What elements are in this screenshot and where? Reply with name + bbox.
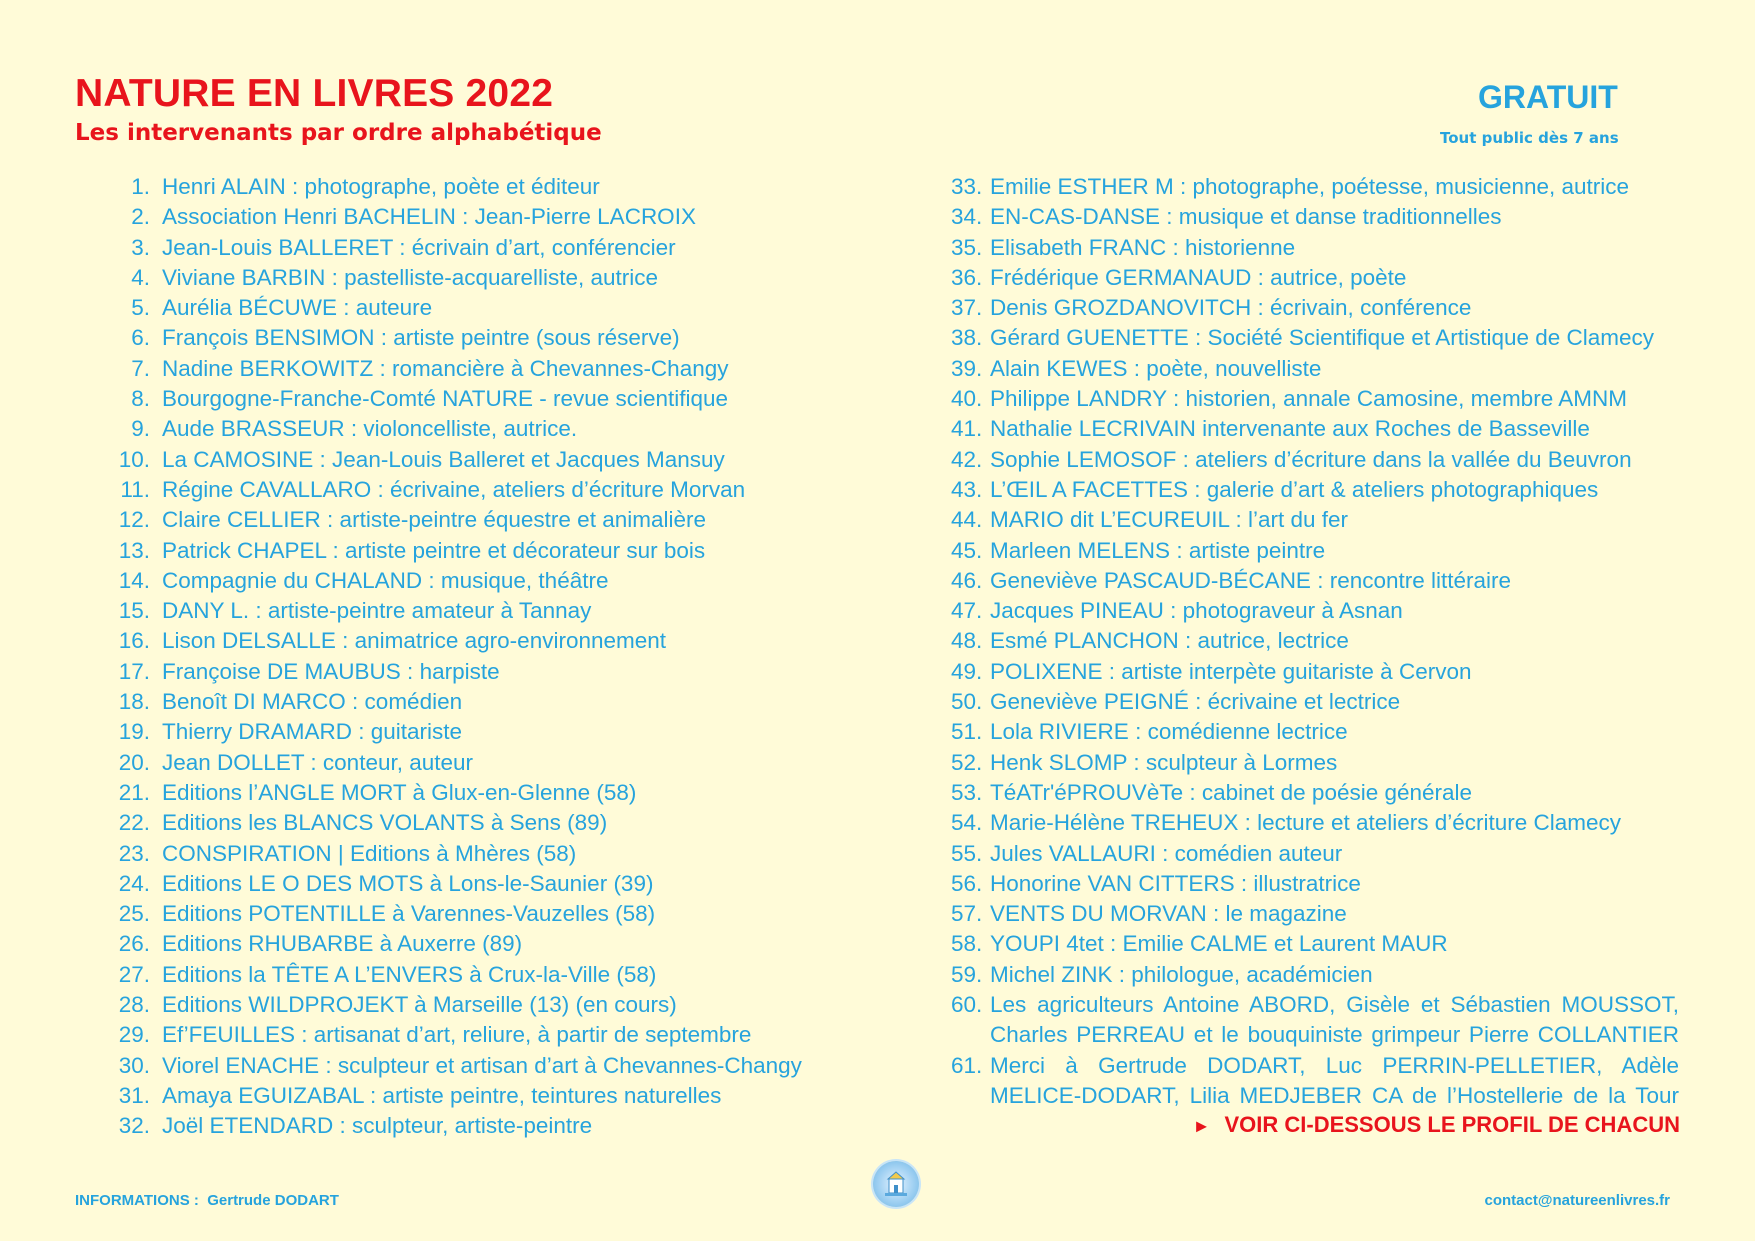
- speaker-list-item: [951, 929, 1679, 959]
- speaker-list-item: [112, 475, 832, 505]
- speaker-list-item: [112, 445, 832, 475]
- list-item-text: Editions WILDPROJEKT à Marseille (13) (en cours): [162, 992, 677, 1018]
- list-item-number: 24.: [118, 870, 150, 896]
- speaker-list-item: [112, 536, 832, 566]
- list-item-number: 39.: [951, 355, 983, 381]
- speaker-list-item: [951, 626, 1679, 656]
- speaker-list-item: [951, 172, 1679, 202]
- speaker-list-item: [951, 354, 1679, 384]
- list-item-number: 38.: [951, 325, 983, 351]
- list-item-text: Joël ETENDARD : sculpteur, artiste-peintre: [162, 1113, 593, 1139]
- list-item-number: 47.: [951, 598, 983, 624]
- list-item-number: 49.: [951, 658, 983, 684]
- speaker-list-item: [951, 687, 1679, 717]
- speaker-list-item: [951, 233, 1679, 263]
- list-item-text: Frédérique GERMANAUD : autrice, poète: [990, 264, 1407, 290]
- list-item-text: Geneviève PEIGNÉ : écrivaine et lectrice: [990, 689, 1401, 715]
- speaker-list-item: [951, 1051, 1679, 1112]
- speaker-list-item: [951, 323, 1679, 353]
- list-item-text: Compagnie du CHALAND : musique, théâtre: [162, 567, 609, 593]
- list-item-number: 30.: [118, 1052, 150, 1078]
- list-item-number: 25.: [118, 901, 150, 927]
- list-item-number: 53.: [951, 779, 983, 805]
- list-item-text: Benoît DI MARCO : comédien: [162, 689, 463, 715]
- list-item-text: La CAMOSINE : Jean-Louis Balleret et Jacques Mansuy: [162, 446, 725, 472]
- list-item-number: 13.: [118, 537, 150, 563]
- list-item-text: Gérard GUENETTE : Société Scientifique et Artistique de Clamecy: [990, 325, 1655, 351]
- list-item-text: Viorel ENACHE : sculpteur et artisan d’art à Chevannes-Changy: [162, 1052, 802, 1078]
- list-item-text: Nadine BERKOWITZ : romancière à Chevannes-Changy: [162, 355, 729, 381]
- list-item-text: Honorine VAN CITTERS : illustratrice: [990, 870, 1361, 896]
- list-item-number: 21.: [118, 779, 150, 805]
- list-item-text: Nathalie LECRIVAIN intervenante aux Roches de Basseville: [990, 416, 1590, 442]
- list-item-text: Marie-Hélène TREHEUX : lecture et ateliers d’écriture Clamecy: [990, 810, 1622, 836]
- list-item-number: 54.: [951, 810, 983, 836]
- see-profiles-link[interactable]: [1193, 1114, 1680, 1136]
- info-name: Gertrude DODART: [207, 1192, 339, 1209]
- list-item-number: 1.: [131, 174, 150, 199]
- list-item-text: Thierry DRAMARD : guitariste: [162, 719, 463, 745]
- speaker-list-item: [951, 899, 1679, 929]
- list-item-text: Françoise DE MAUBUS : harpiste: [162, 658, 500, 684]
- list-item-number: 56.: [951, 870, 983, 896]
- speaker-list-item: [112, 384, 832, 414]
- speaker-list-item: [112, 929, 832, 959]
- list-item-number: 48.: [951, 628, 983, 654]
- list-item-number: 27.: [118, 961, 150, 987]
- speaker-list-item: [951, 869, 1679, 899]
- speaker-list-item: [951, 536, 1679, 566]
- speaker-list-item: [112, 626, 832, 656]
- list-item-number: 20.: [118, 749, 150, 775]
- speaker-list-item: [951, 778, 1679, 808]
- list-item-text: Editions la TÊTE A L’ENVERS à Crux-la-Ville (58): [162, 961, 657, 987]
- list-item-text: Aurélia BÉCUWE : auteure: [162, 295, 433, 321]
- list-item-text: Elisabeth FRANC : historienne: [990, 234, 1296, 260]
- info-label: INFORMATIONS :: [75, 1192, 199, 1209]
- list-item-number: 10.: [118, 446, 150, 472]
- list-item-number: 9.: [131, 416, 150, 442]
- speaker-list-item: [951, 657, 1679, 687]
- speaker-list-item: [112, 233, 832, 263]
- speaker-list-item: [951, 505, 1679, 535]
- speaker-list-item: [951, 202, 1679, 232]
- speaker-list-item: [951, 475, 1679, 505]
- speaker-list-item: [112, 566, 832, 596]
- list-item-number: 60.: [951, 992, 983, 1018]
- list-item-text: Editions RHUBARBE à Auxerre (89): [162, 931, 523, 957]
- list-item-text: François BENSIMON : artiste peintre (sous réserve): [162, 325, 680, 351]
- list-item-number: 35.: [951, 234, 983, 260]
- list-item-number: 19.: [118, 719, 150, 745]
- speaker-list-item: [112, 899, 832, 929]
- list-item-number: 6.: [131, 325, 150, 351]
- speaker-list-item: [112, 1020, 832, 1050]
- speaker-list-item: [951, 717, 1679, 747]
- list-item-number: 26.: [118, 931, 150, 957]
- list-item-text: Geneviève PASCAUD-BÉCANE : rencontre littéraire: [990, 567, 1512, 593]
- list-item-number: 40.: [951, 386, 983, 412]
- speaker-list-item: [951, 445, 1679, 475]
- speaker-list-item: [951, 293, 1679, 323]
- list-item-number: 50.: [951, 689, 983, 715]
- speaker-list-item: [951, 566, 1679, 596]
- speaker-list-item: [112, 869, 832, 899]
- list-item-number: 23.: [118, 840, 150, 866]
- list-item-text: Association Henri BACHELIN : Jean-Pierre LACROIX: [162, 204, 696, 230]
- speaker-list-item: [951, 596, 1679, 626]
- list-item-text: YOUPI 4tet : Emilie CALME et Laurent MAUR: [990, 931, 1448, 957]
- speaker-list-item: [112, 748, 832, 778]
- list-item-number: 17.: [118, 658, 150, 684]
- list-item-text: Les agriculteurs Antoine ABORD, Gisèle et Sébastien MOUSSOT, Charles PERREAU et le bouquiniste grimpeur Pierre COLLANTIER: [990, 992, 1679, 1048]
- speaker-list-item: [951, 839, 1679, 869]
- list-item-number: 34.: [951, 204, 983, 230]
- speaker-list-item: [112, 414, 832, 444]
- list-item-text: Alain KEWES : poète, nouvelliste: [990, 355, 1322, 381]
- speaker-list-item: [112, 263, 832, 293]
- list-item-text: Claire CELLIER : artiste-peintre équestre et animalière: [162, 507, 706, 533]
- speaker-list-item: [112, 172, 832, 202]
- list-item-number: 14.: [118, 567, 150, 593]
- list-item-text: Jules VALLAURI : comédien auteur: [990, 840, 1343, 866]
- list-item-text: Jean-Louis BALLERET : écrivain d’art, conférencier: [162, 234, 676, 260]
- list-item-number: 18.: [118, 689, 150, 715]
- list-item-text: Jean DOLLET : conteur, auteur: [162, 749, 474, 775]
- list-item-number: 29.: [118, 1022, 150, 1048]
- speaker-list-item: [112, 657, 832, 687]
- speaker-list-item: [112, 505, 832, 535]
- speaker-list-item: [112, 202, 832, 232]
- list-item-text: Viviane BARBIN : pastelliste-acquarelliste, autrice: [162, 264, 659, 290]
- speaker-list-item: [951, 990, 1679, 1051]
- list-item-text: Michel ZINK : philologue, académicien: [990, 961, 1373, 987]
- speaker-list-item: [112, 293, 832, 323]
- list-item-text: EN-CAS-DANSE : musique et danse traditionnelles: [990, 204, 1502, 230]
- speaker-list-item: [951, 960, 1679, 990]
- information-contact: [75, 1193, 339, 1208]
- list-item-text: Denis GROZDANOVITCH : écrivain, conférence: [990, 295, 1472, 321]
- list-item-text: POLIXENE : artiste interpète guitariste à Cervon: [990, 658, 1472, 684]
- list-item-number: 15.: [118, 598, 150, 624]
- list-item-number: 12.: [118, 507, 150, 533]
- list-item-text: Amaya EGUIZABAL : artiste peintre, teintures naturelles: [162, 1082, 722, 1108]
- logo-graphic: [873, 1161, 919, 1207]
- contact-email-link[interactable]: contact@natureenlivres.fr: [1484, 1192, 1670, 1209]
- list-item-number: 52.: [951, 749, 983, 775]
- list-item-number: 33.: [951, 174, 983, 199]
- list-item-text: Ef’FEUILLES : artisanat d’art, reliure, à partir de septembre: [162, 1022, 752, 1048]
- list-item-number: 11.: [120, 476, 150, 502]
- list-item-text: Lola RIVIERE : comédienne lectrice: [990, 719, 1348, 745]
- list-item-text: Lison DELSALLE : animatrice agro-environnement: [162, 628, 667, 654]
- list-item-text: Henri ALAIN : photographe, poète et éditeur: [162, 174, 600, 199]
- speaker-list-item: [112, 808, 832, 838]
- list-item-text: Jacques PINEAU : photograveur à Asnan: [990, 598, 1403, 624]
- list-item-number: 42.: [951, 446, 983, 472]
- speaker-list-item: [112, 354, 832, 384]
- speaker-list-item: [112, 990, 832, 1020]
- list-item-number: 45.: [951, 537, 983, 563]
- list-item-text: Patrick CHAPEL : artiste peintre et décorateur sur bois: [162, 537, 706, 563]
- list-item-text: Editions LE O DES MOTS à Lons-le-Saunier (39): [162, 870, 654, 896]
- list-item-number: 36.: [951, 264, 983, 290]
- speaker-list-item: [112, 778, 832, 808]
- list-item-number: 4.: [131, 264, 150, 290]
- price-label: GRATUIT: [1478, 79, 1618, 115]
- list-item-number: 57.: [951, 901, 983, 927]
- list-item-number: 32.: [118, 1113, 150, 1139]
- list-item-number: 58.: [951, 931, 983, 957]
- play-arrow-icon: ►: [1192, 1116, 1211, 1136]
- list-item-text: DANY L. : artiste-peintre amateur à Tannay: [162, 598, 592, 624]
- list-item-text: CONSPIRATION | Editions à Mhères (58): [162, 840, 577, 866]
- speaker-list-item: [112, 1081, 832, 1111]
- see-profiles-label: VOIR CI-DESSOUS LE PROFIL DE CHACUN: [1224, 1112, 1680, 1137]
- speaker-list-item: [951, 384, 1679, 414]
- list-item-number: 8.: [131, 386, 150, 412]
- list-item-text: Editions POTENTILLE à Varennes-Vauzelles (58): [162, 901, 656, 927]
- list-item-number: 44.: [951, 507, 983, 533]
- association-logo-icon: [873, 1161, 919, 1207]
- audience-label: Tout public dès 7 ans: [1440, 129, 1619, 147]
- page-subtitle: Les intervenants par ordre alphabétique: [75, 120, 602, 146]
- list-item-number: 51.: [951, 719, 983, 745]
- list-item-text: Sophie LEMOSOF : ateliers d’écriture dans la vallée du Beuvron: [990, 446, 1632, 472]
- list-item-text: L’ŒIL A FACETTES : galerie d’art & ateliers photographiques: [990, 476, 1599, 502]
- list-item-text: Régine CAVALLARO : écrivaine, ateliers d’écriture Morvan: [162, 476, 746, 502]
- list-item-text: Henk SLOMP : sculpteur à Lormes: [990, 749, 1338, 775]
- list-item-number: 7.: [131, 355, 150, 381]
- list-item-number: 5.: [131, 295, 150, 321]
- list-item-text: Aude BRASSEUR : violoncelliste, autrice.: [162, 416, 578, 442]
- speaker-list-item: [112, 323, 832, 353]
- list-item-number: 61.: [951, 1052, 983, 1078]
- list-item-text: Editions les BLANCS VOLANTS à Sens (89): [162, 810, 608, 836]
- list-item-number: 3.: [131, 234, 150, 260]
- list-item-number: 46.: [951, 567, 983, 593]
- list-item-number: 22.: [118, 810, 150, 836]
- list-item-number: 2.: [131, 204, 150, 230]
- list-item-text: Editions l’ANGLE MORT à Glux-en-Glenne (58): [162, 779, 637, 805]
- speaker-list-item: [951, 414, 1679, 444]
- list-item-text: Philippe LANDRY : historien, annale Camosine, membre AMNM: [990, 386, 1627, 412]
- list-item-number: 31.: [118, 1082, 150, 1108]
- speakers-list-right: [951, 172, 1679, 1111]
- list-item-text: Merci à Gertrude DODART, Luc PERRIN-PELLETIER, Adèle MELICE-DODART, Lilia MEDJEBER CA de l’Hostellerie de la Tour: [990, 1052, 1679, 1108]
- list-item-text: Esmé PLANCHON : autrice, lectrice: [990, 628, 1349, 654]
- speaker-list-item: [112, 960, 832, 990]
- list-item-number: 55.: [951, 840, 983, 866]
- list-item-number: 43.: [951, 476, 983, 502]
- page-title: NATURE EN LIVRES 2022: [75, 72, 554, 115]
- list-item-number: 59.: [951, 961, 983, 987]
- speaker-list-item: [112, 687, 832, 717]
- speaker-list-item: [112, 839, 832, 869]
- list-item-number: 41.: [951, 416, 983, 442]
- list-item-text: Emilie ESTHER M : photographe, poétesse, musicienne, autrice: [990, 174, 1630, 199]
- speaker-list-item: [951, 748, 1679, 778]
- speaker-list-item: [112, 717, 832, 747]
- list-item-text: TéATr'éPROUVèTe : cabinet de poésie générale: [990, 779, 1473, 805]
- speaker-list-item: [112, 1051, 832, 1081]
- speaker-list-item: [112, 596, 832, 626]
- speaker-list-item: [951, 808, 1679, 838]
- list-item-text: Marleen MELENS : artiste peintre: [990, 537, 1326, 563]
- list-item-text: MARIO dit L’ECUREUIL : l’art du fer: [990, 507, 1349, 533]
- list-item-text: VENTS DU MORVAN : le magazine: [990, 901, 1347, 927]
- speaker-list-item: [951, 263, 1679, 293]
- list-item-text: Bourgogne-Franche-Comté NATURE - revue scientifique: [162, 386, 729, 412]
- list-item-number: 28.: [118, 992, 150, 1018]
- list-item-number: 16.: [118, 628, 150, 654]
- speakers-list-left: [112, 172, 832, 1142]
- list-item-number: 37.: [951, 295, 983, 321]
- speaker-list-item: [112, 1111, 832, 1141]
